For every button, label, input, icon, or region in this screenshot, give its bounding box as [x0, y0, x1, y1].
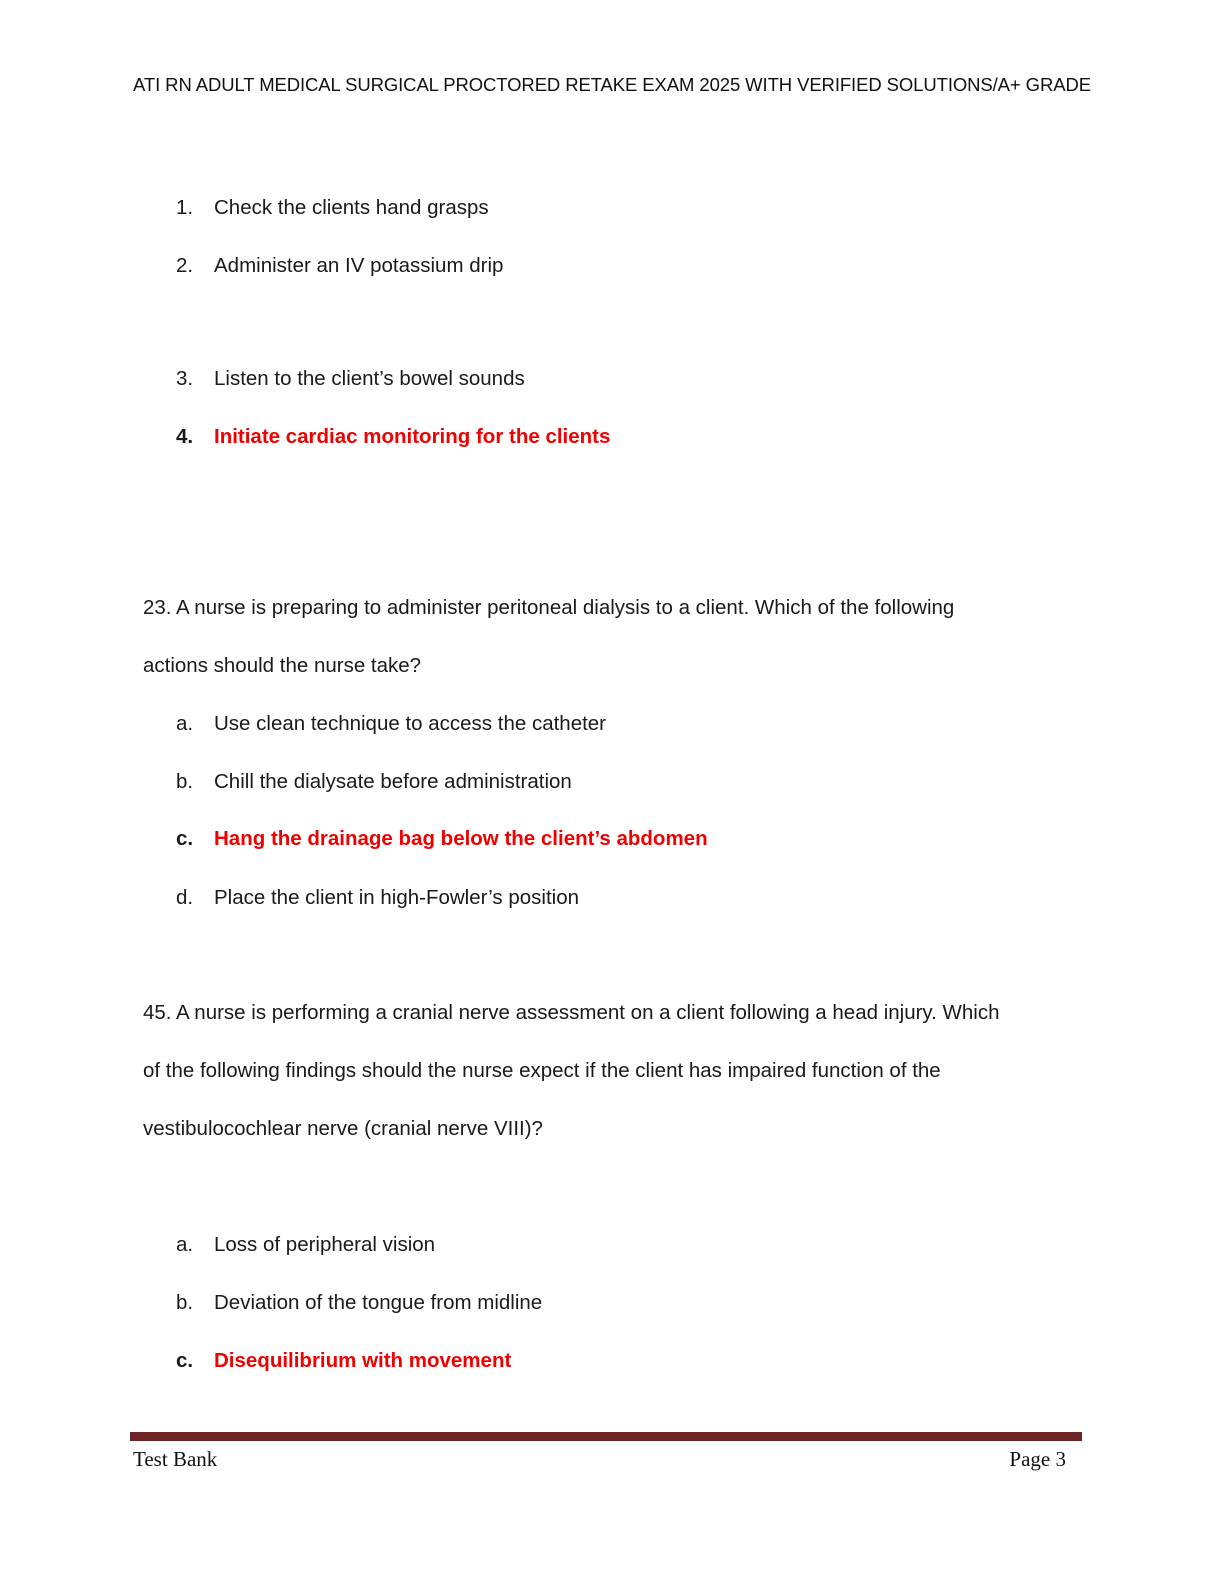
- option-marker: b.: [176, 1291, 194, 1314]
- question-23-line-2: actions should the nurse take?: [143, 654, 422, 677]
- option-text: Place the client in high-Fowler’s position: [214, 886, 580, 909]
- q23-option-d: [176, 886, 579, 910]
- option-text: Listen to the client’s bowel sounds: [214, 367, 525, 390]
- option-marker: 1.: [176, 196, 194, 219]
- footer-label: Test Bank: [133, 1447, 218, 1471]
- footer-divider: [130, 1432, 1082, 1441]
- option-marker: c.: [176, 827, 194, 850]
- option-text: Administer an IV potassium drip: [214, 254, 504, 277]
- option-2: [176, 254, 503, 278]
- question-23-line-1: 23. A nurse is preparing to administer peritoneal dialysis to a client. Which of the following: [143, 596, 955, 619]
- q45-option-a: [176, 1233, 435, 1257]
- option-text: Hang the drainage bag below the client’s abdomen: [214, 827, 708, 850]
- option-text: Initiate cardiac monitoring for the clients: [214, 425, 611, 448]
- option-text: Loss of peripheral vision: [214, 1233, 436, 1256]
- option-1: [176, 196, 489, 220]
- question-45-line-3: vestibulocochlear nerve (cranial nerve VIII)?: [143, 1117, 543, 1140]
- option-text: Check the clients hand grasps: [214, 196, 489, 219]
- option-marker: d.: [176, 886, 194, 909]
- option-marker: 2.: [176, 254, 194, 277]
- option-marker: c.: [176, 1349, 194, 1372]
- option-marker: 3.: [176, 367, 194, 390]
- question-45-line-1: 45. A nurse is performing a cranial nerve assessment on a client following a head injury. Which: [143, 1001, 1000, 1024]
- q45-option-b: [176, 1291, 542, 1315]
- q23-option-b: [176, 770, 572, 794]
- option-3: [176, 367, 525, 391]
- option-marker: a.: [176, 712, 194, 735]
- option-text: Disequilibrium with movement: [214, 1349, 512, 1372]
- option-text: Deviation of the tongue from midline: [214, 1291, 543, 1314]
- option-text: Use clean technique to access the catheter: [214, 712, 607, 735]
- option-marker: 4.: [176, 425, 194, 448]
- q23-option-c-correct-answer: [176, 827, 708, 851]
- option-marker: b.: [176, 770, 194, 793]
- option-marker: a.: [176, 1233, 194, 1256]
- q23-option-a: [176, 712, 606, 736]
- page-header: ATI RN ADULT MEDICAL SURGICAL PROCTORED RETAKE EXAM 2025 WITH VERIFIED SOLUTIONS/A+ GRADE: [133, 74, 1091, 95]
- option-4-correct-answer: [176, 425, 610, 449]
- q45-option-c-correct-answer: [176, 1349, 511, 1373]
- question-45-line-2: of the following findings should the nurse expect if the client has impaired function of the: [143, 1059, 941, 1082]
- option-text: Chill the dialysate before administration: [214, 770, 572, 793]
- page-number: Page 3: [1009, 1447, 1066, 1471]
